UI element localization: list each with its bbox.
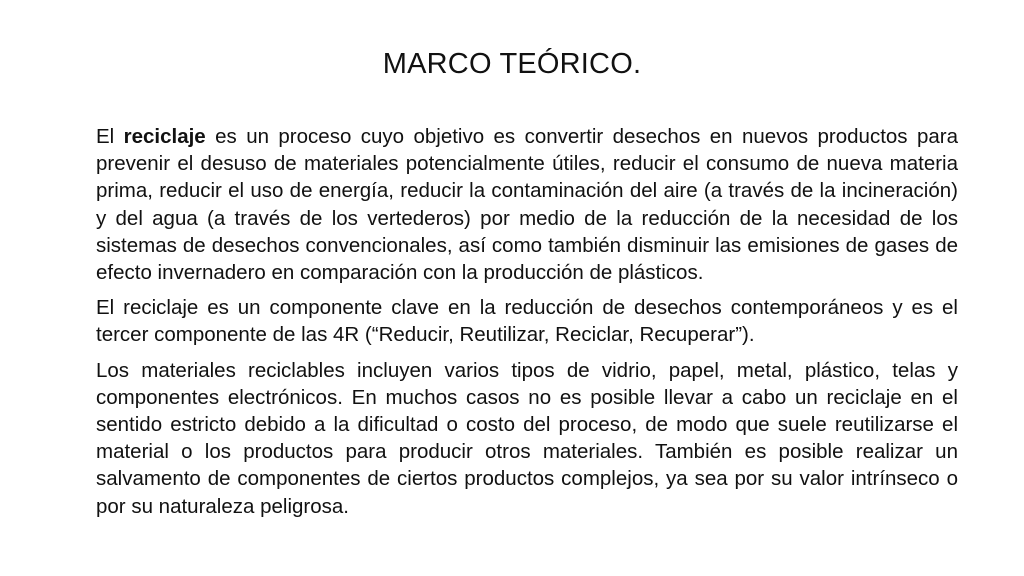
slide-title: MARCO TEÓRICO. (382, 48, 642, 80)
paragraph-text: es un proceso cuyo objetivo es convertir desechos en nuevos productos para prevenir el desuso de materiales potencialmente útiles, reducir el consumo de nueva materia prima, reducir el uso de energía, reducir la contaminación del aire (a través de la incineración) y del agua (a través de los vertederos) por medio de la reducción de la necesidad de los sistemas de desechos convencionales, así como también disminuir las emisiones de gases de efecto invernadero en comparación con la producción de plásticos. (96, 125, 958, 285)
paragraph-materiales: Los materiales reciclables incluyen varios tipos de vidrio, papel, metal, plástico, telas y componentes electrónicos. En muchos casos no es posible llevar a cabo un reciclaje en el sentido estricto debido a la dificultad o costo del proceso, de modo que suele reutilizarse el material o los productos para producir otros materiales. También es posible realizar un salvamento de componentes de ciertos productos complejos, ya sea por su valor intrínseco o por su naturaleza peligrosa. (96, 358, 958, 518)
paragraph-4r: El reciclaje es un componente clave en la reducción de desechos contemporáneos y es el tercer componente de las 4R (“Reducir, Reutilizar, Reciclar, Recuperar”). (96, 296, 958, 347)
paragraph-reciclaje-definition (96, 123, 958, 286)
bold-term: reciclaje (123, 125, 206, 148)
slide-body (96, 123, 958, 528)
paragraph-intro: El (96, 125, 124, 148)
